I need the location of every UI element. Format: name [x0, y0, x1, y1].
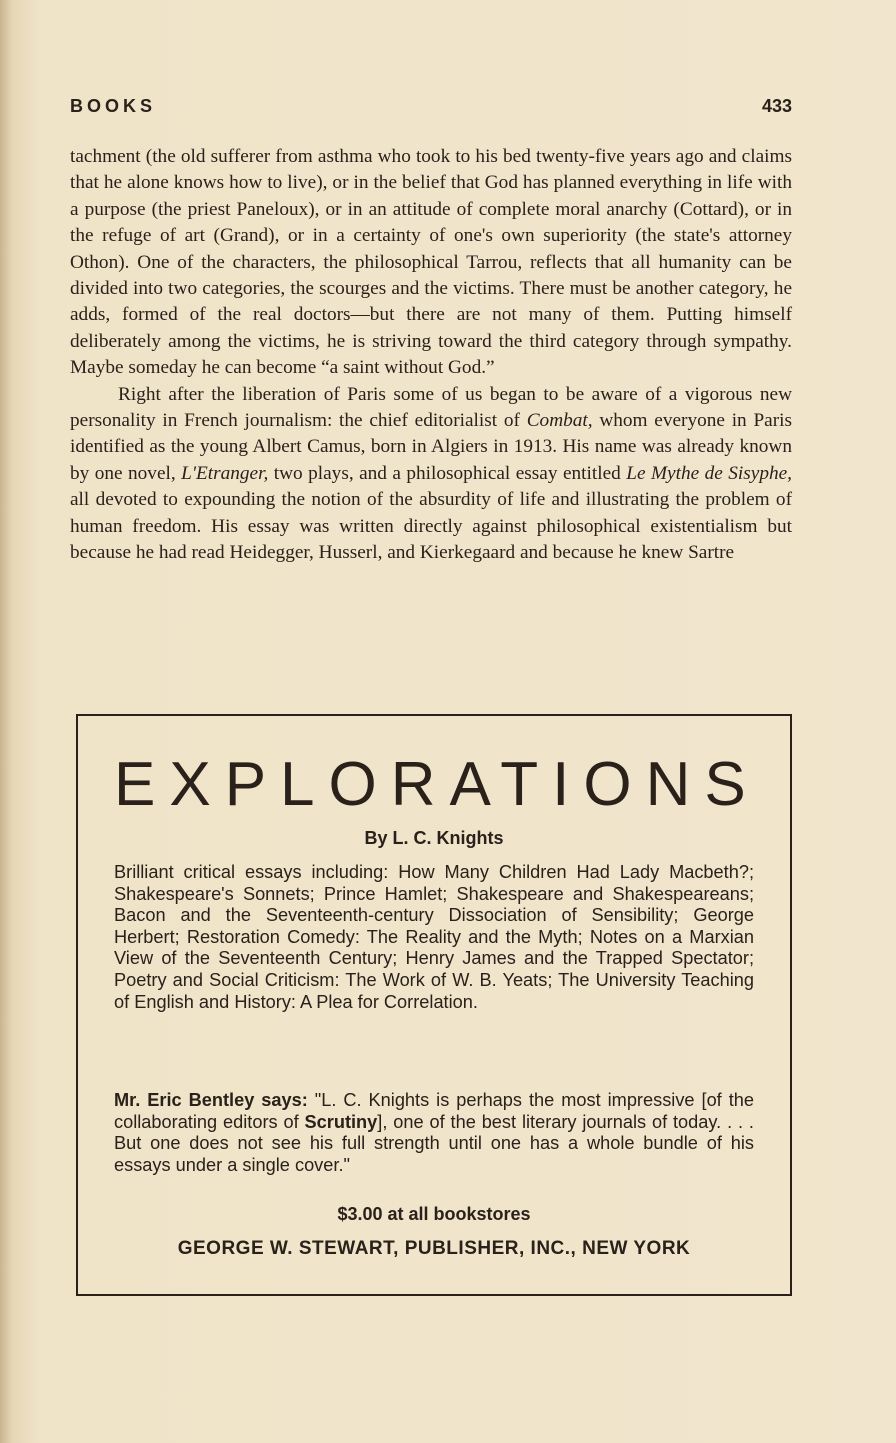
paragraph-1: tachment (the old sufferer from asthma who took to his bed twenty-five years ago and claims that he alone knows how to live), or in the belief that God has planned everything in life with a purpose (the priest Paneloux), or in an attitude of complete moral anarchy (Cottard), or in the refuge of art (Grand), or in a certainty of one's own superiority (the state's attorney Othon). One of the characters, the philosophical Tarrou, reflects that all humanity can be divided into two categories, the scourges and the victims. There must be another category, he adds, formed of the real doctors—but there are not many of them. Putting himself deliberately among the victims, he is striving toward the third category through sympathy. Maybe someday he can become “a saint without God.” — [70, 146, 792, 379]
title-combat: Combat, — [526, 410, 593, 432]
paragraph-2-part-b: whom everyone in Paris identified as the young Albert Camus, born in Algiers in 1913. His name was already known by one novel, — [70, 410, 793, 484]
article-body — [70, 144, 792, 567]
title-mythe: Le Mythe de Sisyphe, — [626, 462, 792, 484]
page-header — [70, 96, 792, 126]
quote-journal: Scrutiny — [304, 1111, 378, 1132]
paragraph-2-part-c: two plays, and a philosophical essay entitled — [268, 462, 627, 484]
ad-description: Brilliant critical essays including: How Many Children Had Lady Macbeth?; Shakespeare's Sonnets; Prince Hamlet; Shakespeare and Shakespeareans; Bacon and the Seventeenth-century Dissociation of Sensibility; George Herbert; Restoration Comedy: The Reality and the Myth; Notes on a Marxian View of the Seventeenth Century; Henry James and the Trapped Spectator; Poetry and Social Criticism: The Work of W. B. Yeats; The University Teaching of English and History: A Plea for Correlation. — [114, 862, 754, 1012]
running-head: BOOKS — [70, 96, 157, 116]
paragraph-2 — [70, 382, 792, 567]
ad-byline: By L. C. Knights — [364, 828, 504, 848]
ad-publisher: GEORGE W. STEWART, PUBLISHER, INC., NEW YORK — [177, 1238, 691, 1259]
quote-text-b: ], one of the best literary journals of today. . . . But one does not see his full strength until one has a whole bundle of his essays under a single cover." — [114, 1111, 754, 1175]
paragraph-2-part-a: Right after the liberation of Paris some of us began to be aware of a vigorous new personality in French journalism: the chief editorialist of — [70, 383, 792, 432]
quote-text-a: "L. C. Knights is perhaps the most impressive [of the collaborating editors of — [114, 1090, 754, 1132]
quote-speaker: Mr. Eric Bentley says: — [114, 1090, 308, 1110]
title-etranger: L'Etranger, — [181, 462, 269, 484]
ad-quote — [114, 1090, 754, 1176]
paragraph-2-part-d: all devoted to expounding the notion of the absurdity of life and illustrating the problem of human freedom. His essay was written directly against philosophical existentialism but because he had read Heidegger, Husserl, and Kierkegaard and because he knew Sartre — [70, 489, 792, 564]
ad-title: EXPLORATIONS — [114, 750, 760, 819]
ad-price: $3.00 at all bookstores — [337, 1204, 531, 1224]
page-number: 433 — [761, 96, 792, 116]
